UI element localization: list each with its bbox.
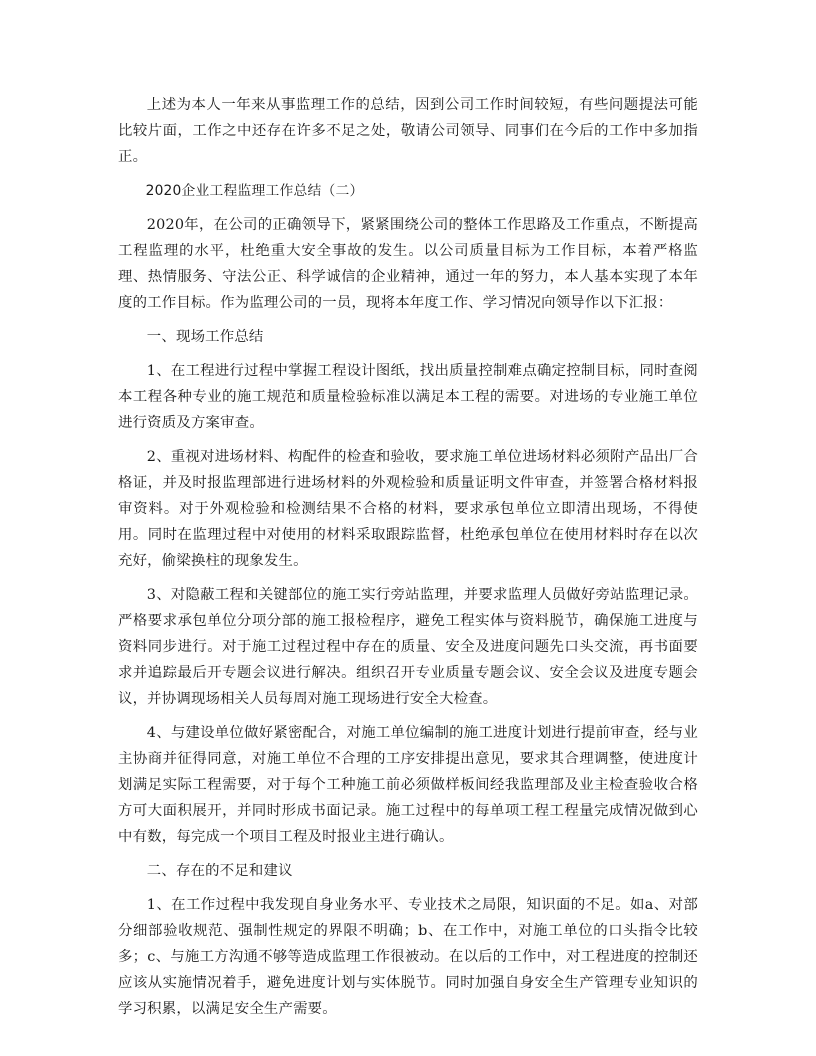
body-paragraph: 4、与建设单位做好紧密配合，对施工单位编制的施工进度计划进行提前审查，经与业主协商并征得同意，对施工单位不合理的工序安排提出意见，要求其合理调整，使进度计划满足实际工程需要，对于每个工种施工前必须做样板间经我监理部及业主检查验收合格方可大面积展开，并同时形成书面记录。施工过程中的每单项工程工程量完成情况做到心中有数，每完成一个项目工程及时报业主进行确认。 [118,725,698,845]
document-body [118,92,698,1030]
intro-paragraph: 2020年，在公司的正确领导下，紧紧围绕公司的整体工作思路及工作重点，不断提高工程监理的水平，杜绝重大安全事故的发生。以公司质量目标为工作目标，本着严格监理、热情服务、守法公正、科学诚信的企业精神，通过一年的努力，本人基本实现了本年度的工作目标。作为监理公司的一员，现将本年度工作、学习情况向领导作以下汇报： [118,217,698,311]
section-heading-site-work: 一、现场工作总结 [146,329,264,345]
closing-paragraph: 上述为本人一年来从事监理工作的总结，因到公司工作时间较短，有些问题提法可能比较片面，工作之中还存在许多不足之处，敬请公司领导、同事们在今后的工作中多加指正。 [118,97,698,165]
document-subtitle: 2020企业工程监理工作总结（二） [145,183,364,199]
section-heading-shortcomings: 二、存在的不足和建议 [146,863,293,879]
body-paragraph: 1、在工程进行过程中掌握工程设计图纸，找出质量控制难点确定控制目标，同时查阅本工程各种专业的施工规范和质量检验标准以满足本工程的需要。对进场的专业施工单位进行资质及方案审查。 [118,363,698,431]
body-paragraph: 2、重视对进场材料、构配件的检查和验收，要求施工单位进场材料必须附产品出厂合格证，并及时报监理部进行进场材料的外观检验和质量证明文件审查，并签署合格材料报审资料。对于外观检验和检测结果不合格的材料，要求承包单位立即清出现场，不得使用。同时在监理过程中对使用的材料采取跟踪监督，杜绝承包单位在使用材料时存在以次充好，偷梁换柱的现象发生。 [118,449,698,569]
body-paragraph: 1、在工作过程中我发现自身业务水平、专业技术之局限，知识面的不足。如a、对部分细部验收规范、强制性规定的界限不明确；b、在工作中，对施工单位的口头指令比较多；c、与施工方沟通不够等造成监理工作很被动。在以后的工作中，对工程进度的控制还应该从实施情况着手，避免进度计划与实体脱节。同时加强自身安全生产管理专业知识的学习积累，以满足安全生产需要。 [118,897,698,1017]
body-paragraph: 3、对隐蔽工程和关键部位的施工实行旁站监理，并要求监理人员做好旁站监理记录。严格要求承包单位分项分部的施工报检程序，避免工程实体与资料脱节，确保施工进度与资料同步进行。对于施工过程过程中存在的质量、安全及进度问题先口头交流，再书面要求并追踪最后开专题会议进行解决。组织召开专业质量专题会议、安全会议及进度专题会议，并协调现场相关人员每周对施工现场进行安全大检查。 [118,587,698,707]
